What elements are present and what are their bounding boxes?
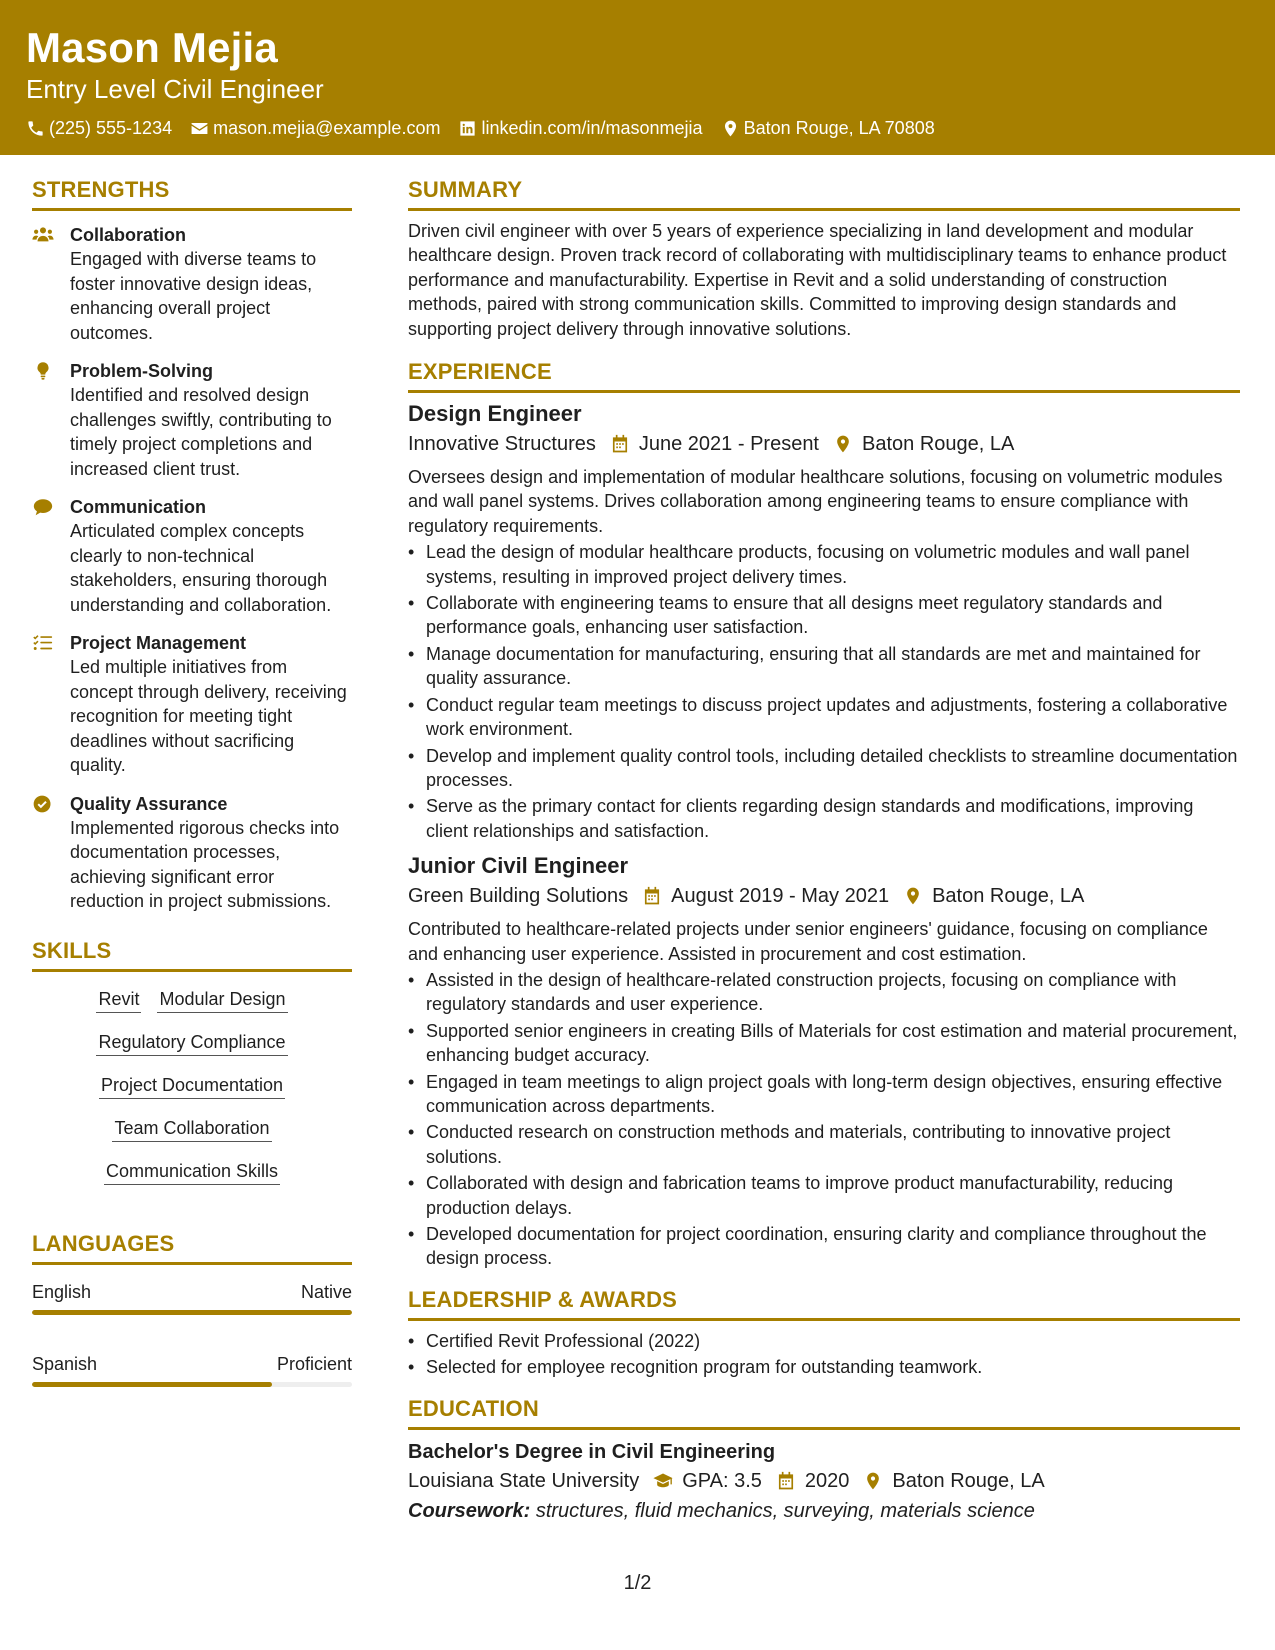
resume-header [0,0,1275,155]
skills-row [96,1158,288,1185]
skills-list [32,986,352,1201]
list-item: • Manage documentation for manufacturing, ensuring that all standards are met and maintained for quality assurance. [408,642,1240,691]
list-item: • Collaborated with design and fabrication teams to improve product manufacturability, reducing production delays. [408,1171,1240,1220]
list-item: • Conduct regular team meetings to discuss project updates and adjustments, fostering a collaborative work environment. [408,693,1240,742]
job-meta [408,881,1240,911]
skill-tag: Communication Skills [104,1158,280,1185]
location-pin-icon [903,886,923,906]
list-item: • Developed documentation for project coordination, ensuring clarity and compliance throughout the design process. [408,1222,1240,1271]
envelope-icon [190,119,209,138]
skills-heading: SKILLS [32,936,352,972]
strength-desc: Led multiple initiatives from concept through delivery, receiving recognition for meeting tight deadlines without sacrificing quality. [70,657,347,775]
list-item: • Selected for employee recognition program for outstanding teamwork. [408,1355,1240,1379]
summary-heading: SUMMARY [408,175,1240,211]
skills-row [104,1115,279,1142]
location-pin-icon [863,1471,883,1491]
job-dates: June 2021 - Present [638,433,819,456]
coursework-label: Coursework: [408,1499,531,1522]
left-column [32,175,352,1423]
language-name: Spanish [32,1353,98,1374]
list-check-icon [32,633,54,653]
education-year: 2020 [804,1469,850,1492]
contact-phone[interactable] [26,116,172,140]
job-location: Baton Rouge, LA [862,433,1015,456]
skill-tag: Revit [96,986,141,1013]
strengths-heading: STRENGTHS [32,175,352,211]
language-name: English [32,1281,92,1302]
users-icon [32,225,54,245]
list-item: • Collaborate with engineering teams to ensure that all designs meet regulatory standards and performance goals, enhancing user satisfaction. [408,591,1240,640]
job-location-wrap [903,881,1084,911]
linkedin-icon [458,119,477,138]
list-item: • Certified Revit Professional (2022) [408,1329,1240,1353]
strength-title: Collaboration [70,225,186,245]
list-item: • Lead the design of modular healthcare products, focusing on volumetric modules and wall panel systems, resulting in improved project delivery times. [408,540,1240,589]
contact-bar [26,116,1249,140]
skill-tag: Modular Design [157,986,287,1013]
language-proficiency-fill [32,1310,352,1315]
awards-list [408,1329,1240,1380]
job-dates-wrap [610,429,819,459]
right-column [408,175,1240,1526]
comment-icon [32,497,54,517]
skills-row [88,986,295,1013]
strength-item [32,631,352,778]
language-level: Proficient [276,1353,352,1374]
language-proficiency-bar [32,1310,352,1315]
education-meta [408,1466,1240,1496]
education-degree: Bachelor's Degree in Civil Engineering [408,1440,776,1463]
skill-tag: Regulatory Compliance [96,1029,287,1056]
strength-title: Communication [70,497,207,517]
job-title: Design Engineer [408,401,582,427]
coursework-text: structures, fluid mechanics, surveying, materials science [535,1499,1035,1522]
contact-linkedin[interactable] [458,116,702,140]
location-pin-icon [833,434,853,454]
job-company: Innovative Structures [408,433,596,456]
contact-location [721,116,935,140]
graduation-cap-icon [653,1471,673,1491]
candidate-name: Mason Mejia [26,24,278,71]
job-description: Contributed to healthcare-related projects under senior engineers' guidance, focusing on compliance and enhancing user experience. Assisted in procurement and cost estimation. [408,919,1208,964]
skill-tag: Team Collaboration [112,1115,271,1142]
awards-heading: LEADERSHIP & AWARDS [408,1285,1240,1321]
contact-phone-text: (225) 555-1234 [49,118,173,138]
experience-heading: EXPERIENCE [408,357,1240,393]
job-bullets [408,968,1240,1271]
location-pin-icon [721,119,740,138]
languages-list [32,1279,352,1387]
job-dates-wrap [642,881,889,911]
strength-item [32,359,352,481]
strength-title: Project Management [70,633,247,653]
language-proficiency-fill [32,1382,272,1387]
contact-linkedin-text: linkedin.com/in/masonmejia [481,118,703,138]
job-location-wrap [833,429,1014,459]
strength-title: Quality Assurance [70,793,228,814]
job-description: Oversees design and implementation of modular healthcare solutions, focusing on volumetric modules and wall panel systems. Drives collaboration among engineering teams to ensure compliance with regulatory requirements. [408,467,1223,536]
strength-desc: Articulated complex concepts clearly to non-technical stakeholders, ensuring thorough understanding and collaboration. [70,521,332,615]
language-item [32,1351,352,1387]
strength-desc: Identified and resolved design challenges swiftly, contributing to timely project completions and increased client trust. [70,385,332,479]
phone-icon [26,119,45,138]
list-item: • Engaged in team meetings to align project goals with long-term design objectives, ensuring effective communication across departments. [408,1070,1240,1119]
contact-email-text: mason.mejia@example.com [213,118,441,138]
candidate-title: Entry Level Civil Engineer [26,74,324,104]
education-location-wrap [863,1466,1044,1496]
job-location: Baton Rouge, LA [932,885,1085,908]
strength-item [32,792,352,914]
calendar-icon [610,434,630,454]
page-number: 1/2 [623,1572,652,1594]
strength-desc: Implemented rigorous checks into documentation processes, achieving significant error reduction in project submissions. [70,817,340,911]
list-item: • Develop and implement quality control tools, including detailed checklists to streamline documentation processes. [408,744,1240,793]
languages-heading: LANGUAGES [32,1229,352,1265]
strength-title: Problem-Solving [70,361,214,381]
list-item: • Supported senior engineers in creating Bills of Materials for cost estimation and material procurement, enhancing budget accuracy. [408,1019,1240,1068]
calendar-icon [776,1471,796,1491]
skills-row [91,1072,293,1099]
strength-desc: Engaged with diverse teams to foster innovative design ideas, enhancing overall project outcomes. [70,249,317,343]
job-entry [408,399,1240,843]
language-level: Native [300,1281,352,1302]
contact-email[interactable] [190,116,440,140]
job-company: Green Building Solutions [408,885,629,908]
strengths-list [32,223,352,914]
list-item: • Assisted in the design of healthcare-related construction projects, focusing on compliance with regulatory standards and user experience. [408,968,1240,1017]
contact-location-text: Baton Rouge, LA 70808 [743,118,935,138]
list-item: • Conducted research on construction methods and materials, contributing to innovative project solutions. [408,1120,1240,1169]
education-location: Baton Rouge, LA [892,1469,1045,1492]
education-entry [408,1438,1240,1526]
skill-tag: Project Documentation [99,1072,285,1099]
job-dates: August 2019 - May 2021 [671,885,890,908]
summary-text: Driven civil engineer with over 5 years of experience specializing in land development and modular healthcare design. Proven track record of collaborating with multidisciplinary teams to enhance product performance and manufacturability. Expertise in Revit and a solid understanding of construction methods, paired with strong communication skills. Committed to improving design standards and supporting project delivery through innovative solutions. [408,221,1227,339]
job-title: Junior Civil Engineer [408,853,629,879]
calendar-icon [642,886,662,906]
skills-row [88,1029,295,1056]
language-item [32,1279,352,1315]
check-circle-icon [32,794,54,814]
strength-item [32,223,352,345]
job-bullets [408,540,1240,843]
strength-item [32,495,352,617]
education-gpa-wrap [653,1466,762,1496]
list-item: • Serve as the primary contact for clients regarding design standards and modifications, improving client relationships and satisfaction. [408,794,1240,843]
job-entry [408,851,1240,1271]
language-proficiency-bar [32,1382,352,1387]
education-school: Louisiana State University [408,1469,640,1492]
education-gpa: GPA: 3.5 [682,1469,762,1492]
lightbulb-icon [32,361,54,381]
education-heading: EDUCATION [408,1394,1240,1430]
education-year-wrap [776,1466,850,1496]
job-meta [408,429,1240,459]
education-coursework [408,1496,1240,1526]
